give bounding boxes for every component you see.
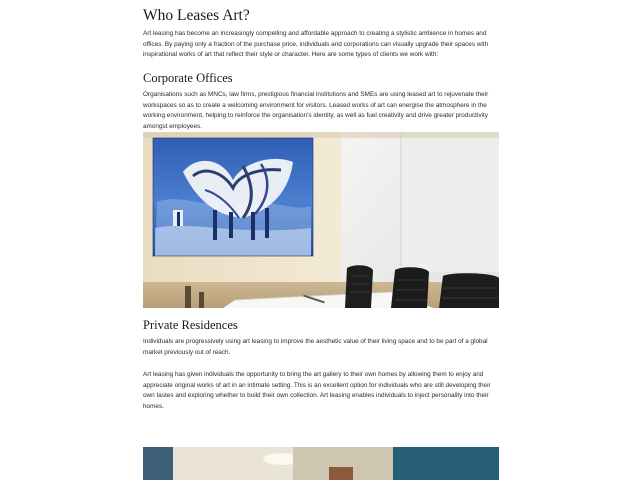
section-heading-corporate-offices: Corporate Offices (143, 71, 233, 85)
corporate-offices-paragraph: Organisations such as MNCs, law firms, prestigious financial institutions and SMEs are using leased art to rejuvenate their workspaces so as to create a welcoming environment for visitors. Leased works of art can energise the atmosphere in the working environment, helping to reinforce the organisation's identity, as well as fuel creativity and drive greater productivity amongst employees. (143, 91, 489, 130)
page-title: Who Leases Art? (143, 7, 250, 24)
residence-photo (143, 447, 499, 480)
private-residences-paragraph-1: Individuals are progressively using art leasing to improve the aesthetic value of their living space and to be part of a global market previously out of reach. (143, 338, 488, 356)
office-scene-illustration (143, 132, 499, 308)
intro-paragraph: Art leasing has become an increasingly compelling and affordable approach to creating a stylistic ambience in homes and offices. By paying only a fraction of the purchase price, individuals and corporations can visually upgrade their spaces with inspirational works of art that reflect their style or character. Here are some types of clients we work with: (143, 30, 489, 59)
section-heading-private-residences: Private Residences (143, 318, 238, 332)
residence-scene-illustration (143, 447, 499, 480)
office-painting-photo (143, 132, 499, 308)
article: Who Leases Art? Art leasing has become an increasingly compelling and affordable approach to creating a stylistic ambience in homes and offices. By paying only a fraction of the purchase price, individuals and corporations can visually upgrade their spaces with inspirational works of art that reflect their style or character. Here are some types of clients we work with: Corporate Offices Organisations such as MNCs, law firms, prestigious financial institutions and SMEs are using leased art to rejuvenate their workspaces so as to create a welcoming environment for visitors. Leased works of art can energise the atmosphere in the working environment, helping to reinforce the organisation's identity, as well as fuel creativity and drive greater productivity amongst employees. Private Residences Individuals are progressively using art leasing to improve the aesthetic value of their living space and to be part of a global market previously out of reach. Art leasing has given individuals the opportunity to bring the art gallery to their own homes by allowing them to enjoy and appreciate original works of art in an intimate setting. This is an excellent option for individuals who are still developing their own tastes and exploring whether to build their own collection. Art leasing enables individuals to inject personality into their homes. (143, 0, 499, 370)
